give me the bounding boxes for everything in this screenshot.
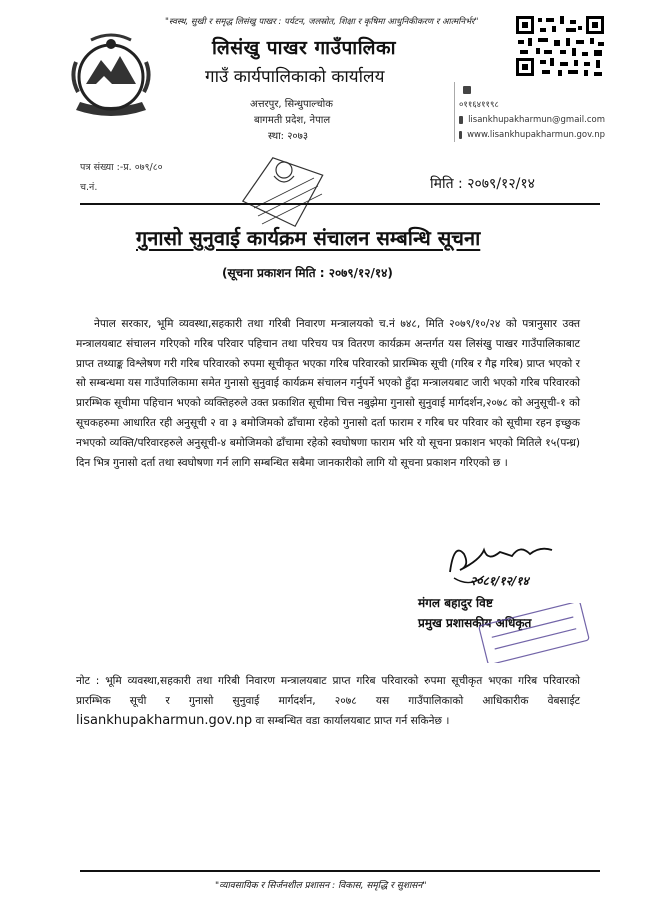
office-name: गाउँ कार्यपालिकाको कार्यालय xyxy=(205,67,385,87)
notice-heading: गुनासो सुनुवाई कार्यक्रम संचालन सम्बन्धि सूचना xyxy=(136,226,481,250)
contact-email-row xyxy=(455,112,605,127)
contact-block xyxy=(454,82,605,142)
contact-website: www.lisankhupakharmun.gov.np xyxy=(467,129,605,140)
contact-phone: ०११६४११९८ xyxy=(459,100,499,110)
address-line-1: अत्तरपुर, सिन्धुपाल्चोक xyxy=(250,99,333,110)
website-link[interactable]: lisankhupakharmun.gov.np xyxy=(76,713,253,728)
letter-number: पत्र संख्या :-प्र. ०७९/८० xyxy=(80,162,163,173)
facebook-icon xyxy=(459,131,462,139)
signatory-title: प्रमुख प्रशासकीय अधिकृत xyxy=(418,616,532,630)
email-icon xyxy=(459,116,463,124)
contact-website-row xyxy=(455,127,605,142)
signatory-name: मंगल बहादुर विष्ट xyxy=(418,596,493,610)
qr-code-icon xyxy=(514,14,606,78)
note-paragraph xyxy=(76,672,580,732)
header-divider xyxy=(80,203,600,205)
note-suffix: वा सम्बन्धित वडा कार्यालयबाट प्राप्त गर्न सकिनेछ । xyxy=(255,715,450,727)
municipality-name: लिसंखु पाखर गाउँपालिका xyxy=(212,37,397,59)
footer-divider xyxy=(80,870,600,872)
office-seal-stamp xyxy=(234,148,334,236)
notice-body: नेपाल सरकार, भूमि व्यवस्था,सहकारी तथा गरिबी निवारण मन्त्रालयको च.नं ७४८, मिति २०७९/१०/२४ को पत्रानुसार उक्त मन्त्रालयबाट संचालन गरिएको गरिब परिवार पहिचान तथा परिचय पत्र वितरण कार्यक्रम अन्तर्गत यस लिसंखु पाखर गाउँपालिकाबाट प्राप्त तथ्याङ्क विश्लेषण गरी गरिब परिवारको रुपमा सूचीकृत भएका गरिब परिवारको प्रारम्भिक सूची (गरिब र गैह्र गरिब) प्राप्त भएको र सो सम्बन्धमा यस गाउँपालिकामा समेत गुनासो सुनुवाई कार्यक्रम संचालन गर्नुपर्ने भएको हुँदा मन्त्रालयबाट जारी भएको गरिब परिवारको प्रारम्भिक सूचीमा पहिचान भएको व्यक्तिहरुले उक्त प्रकाशित सूचीमा चित्त नबुझेमा गुनासो सुनुवाई मार्गदर्शन,२०७८ को अनुसूची-१ को सूचकहरुमा आधारित रही अनुसूची २ वा ३ बमोजिमको ढाँचामा रहेको गुनासो दर्ता फाराम र गरिब घर परिवार को सूचीमा रहन इच्छुक नभएको व्यक्ति/परिवारहरुले अनुसूची-४ बमोजिमको ढाँचामा रहेको स्वघोषणा फाराम भरि यो सूचना प्रकाशन भएको मितिले १५(पन्ध्र) दिन भित्र गुनासो दर्ता तथा स्वघोषणा गर्न लागि सम्बन्धित सबैमा जानकारीको लागि यो सूचना प्रकाशन गरिएको छ । xyxy=(76,318,580,469)
contact-email: lisankhupakharmun@gmail.com xyxy=(468,114,605,125)
contact-phone-value-row xyxy=(455,97,605,112)
footer-motto: "व्यावसायिक र सिर्जनशील प्रशासन : विकास, समृद्धि र सुशासन" xyxy=(215,881,427,891)
address-line-2: बागमती प्रदेश, नेपाल xyxy=(254,115,331,126)
signed-date: २०८१/१२/१४ xyxy=(470,574,529,588)
nepal-government-emblem-icon xyxy=(56,22,166,132)
dispatch-number: च.नं. xyxy=(80,182,98,193)
note-text: नोट : भूमि व्यवस्था,सहकारी तथा गरिबी निवारण मन्त्रालयबाट प्राप्त गरिब परिवारको रुपमा सूचीकृत भएका गरिब परिवारको प्रारम्भिक सूची र गुनासो सुनुवाई मार्गदर्शन, २०७८ यस गाउँपालिकाको आधिकारीक वेबसाईट xyxy=(76,675,580,707)
header-motto: "स्वस्थ, सुखी र समृद्ध लिसंखु पाखर : पर्यटन, जलस्रोत, शिक्षा र कृषिमा आधुनिकीकरण र आत्मनिर्भर" xyxy=(165,17,479,27)
letter-date: मिति : २०७९/१२/१४ xyxy=(430,176,535,192)
publication-date: (सूचना प्रकाशन मिति : २०७९/१२/१४) xyxy=(222,266,393,280)
phone-icon xyxy=(463,86,471,94)
contact-phone-row xyxy=(455,82,605,97)
established-year: स्था: २०७३ xyxy=(268,131,309,142)
official-stamp xyxy=(478,603,590,663)
